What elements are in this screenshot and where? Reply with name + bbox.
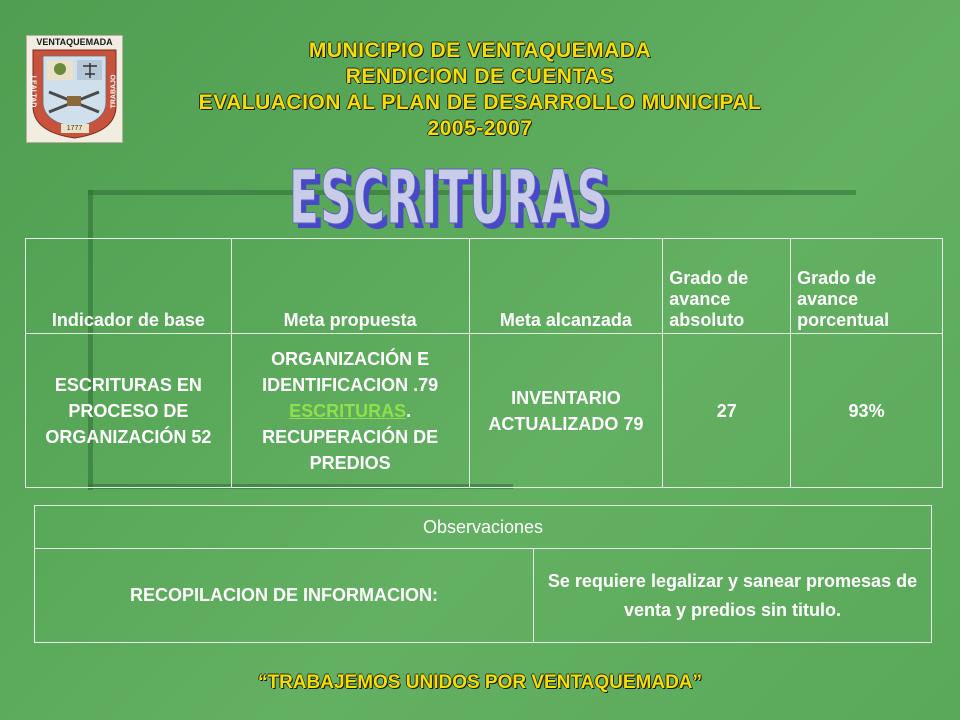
cell-meta-propuesta	[231, 334, 469, 488]
header-period: 2005-2007	[427, 117, 533, 140]
table-row	[26, 334, 943, 488]
observations-table	[34, 505, 932, 643]
cell-avance-absoluto: 27	[663, 334, 791, 488]
header-municipality: MUNICIPIO DE VENTAQUEMADA	[308, 39, 652, 62]
table-header-row	[26, 239, 943, 334]
escrituras-link[interactable]: ESCRITURAS	[289, 400, 407, 421]
progress-table	[25, 238, 943, 488]
footer-slogan: “TRABAJEMOS UNIDOS POR VENTAQUEMADA”	[257, 672, 703, 693]
crest-left-text: LEALTAD	[29, 75, 37, 108]
title-text: ESCRITURAS	[289, 155, 609, 241]
header-indicador: Indicador de base	[26, 239, 232, 334]
cell-indicador: ESCRITURAS EN PROCESO DE ORGANIZACIÓN 52	[26, 334, 232, 488]
crest-year: 1777	[66, 125, 83, 132]
municipal-crest	[26, 35, 123, 143]
header-avance-porcentual: Grado de avance porcentual	[791, 239, 943, 334]
observation-left: RECOPILACION DE INFORMACION:	[35, 549, 534, 643]
header-report-type: RENDICION DE CUENTAS	[345, 65, 615, 88]
title-shadow: ESCRITURAS	[294, 160, 614, 242]
header-meta-propuesta: Meta propuesta	[231, 239, 469, 334]
cell-avance-porcentual: 93%	[791, 334, 943, 488]
observations-title: Observaciones	[35, 506, 932, 549]
observation-right: Se requiere legalizar y sanear promesas de venta y predios sin titulo.	[534, 549, 932, 643]
header-avance-absoluto: Grado de avance absoluto	[663, 239, 791, 334]
crest-right-text: TRABAJO	[110, 74, 118, 109]
cell-meta-alcanzada: INVENTARIO ACTUALIZADO 79	[469, 334, 663, 488]
header-evaluation: EVALUACION AL PLAN DE DESARROLLO MUNICIPAL	[198, 91, 762, 114]
meta-propuesta-text-1: ORGANIZACIÓN E IDENTIFICACION .79	[262, 348, 439, 395]
header-meta-alcanzada: Meta alcanzada	[469, 239, 663, 334]
page-header	[130, 38, 830, 142]
page-title	[230, 150, 670, 242]
meta-propuesta-text-2: . RECUPERACIÓN DE PREDIOS	[262, 400, 439, 473]
crest-top-text: VENTAQUEMADA	[36, 37, 113, 47]
